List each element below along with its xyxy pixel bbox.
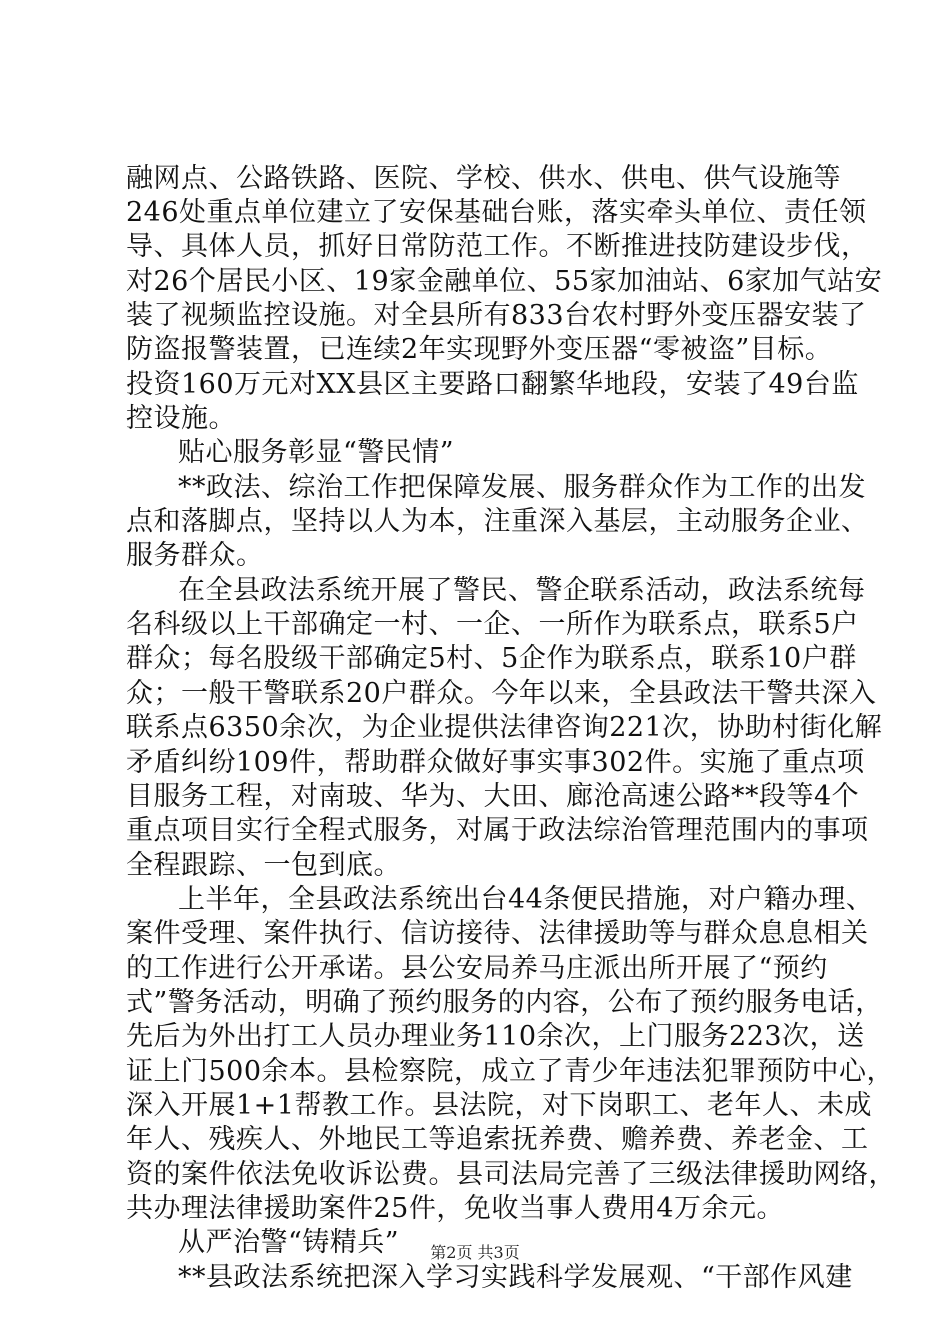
text-line: 上半年，全县政法系统出台44条便民措施，对户籍办理、 [178,884,874,915]
text-line: 年人、残疾人、外地民工等追索抚养费、赡养费、养老金、工 [126,1124,869,1155]
text-line: 投资160万元对XX县区主要路口翻繁华地段，安装了49台监 [126,369,859,400]
text-line: 的工作进行公开承诺。县公安局养马庄派出所开展了“预约 [126,953,828,984]
text-line: 资的案件依法免收诉讼费。县司法局完善了三级法律援助网络， [126,1159,896,1190]
text-line: 先后为外出打工人员办理业务110余次，上门服务223次，送 [126,1021,865,1052]
text-line: 矛盾纠纷109件，帮助群众做好事实事302件。实施了重点项 [126,747,865,778]
text-line: 名科级以上干部确定一村、一企、一所作为联系点，联系5户 [126,609,859,640]
text-line: 在全县政法系统开展了警民、警企联系活动，政法系统每 [178,575,866,606]
text-line: 深入开展1+1帮教工作。县法院，对下岗职工、老年人、未成 [126,1090,872,1121]
text-line: 重点项目实行全程式服务，对属于政法综治管理范围内的事项 [126,815,869,846]
text-line: **县政法系统把深入学习实践科学发展观、“干部作风建 [178,1262,853,1293]
text-line: 共办理法律援助案件25件，免收当事人费用4万余元。 [126,1193,785,1224]
text-line: 服务群众。 [126,540,264,571]
text-line: 式”警务活动，明确了预约服务的内容，公布了预约服务电话， [126,987,883,1018]
text-line: 控设施。 [126,403,236,434]
text-line: 防盗报警装置，已连续2年实现野外变压器“零被盗”目标。 [126,334,833,365]
section-heading: 从严治警“铸精兵” [178,1227,400,1258]
text-line: 证上门500余本。县检察院，成立了青少年违法犯罪预防中心， [126,1056,895,1087]
text-line: 全程跟踪、一包到底。 [126,850,401,881]
text-line: 对26个居民小区、19家金融单位、55家加油站、6家加气站安 [126,266,883,297]
text-line: 联系点6350余次，为企业提供法律咨询221次，协助村街化解 [126,712,883,743]
text-line: 融网点、公路铁路、医院、学校、供水、供电、供气设施等 [126,163,841,194]
text-line: 导、具体人员，抓好日常防范工作。不断推进技防建设步伐， [126,231,869,262]
text-line: 众；一般干警联系20户群众。今年以来，全县政法干警共深入 [126,678,877,709]
page-footer: 第2页 共3页 [430,1243,520,1262]
text-line: 246处重点单位建立了安保基础台账，落实牵头单位、责任领 [126,197,867,228]
text-line: **政法、综治工作把保障发展、服务群众作为工作的出发 [178,472,866,503]
text-line: 装了视频监控设施。对全县所有833台农村野外变压器安装了 [126,300,867,331]
text-line: 案件受理、案件执行、信访接待、法律援助等与群众息息相关 [126,918,869,949]
text-line: 目服务工程，对南玻、华为、大田、廊沧高速公路**段等4个 [126,781,860,812]
text-line: 点和落脚点，坚持以人为本，注重深入基层，主动服务企业、 [126,506,869,537]
section-heading: 贴心服务彰显“警民情” [178,437,455,468]
text-line: 群众；每名股级干部确定5村、5企作为联系点，联系10户群 [126,643,857,674]
